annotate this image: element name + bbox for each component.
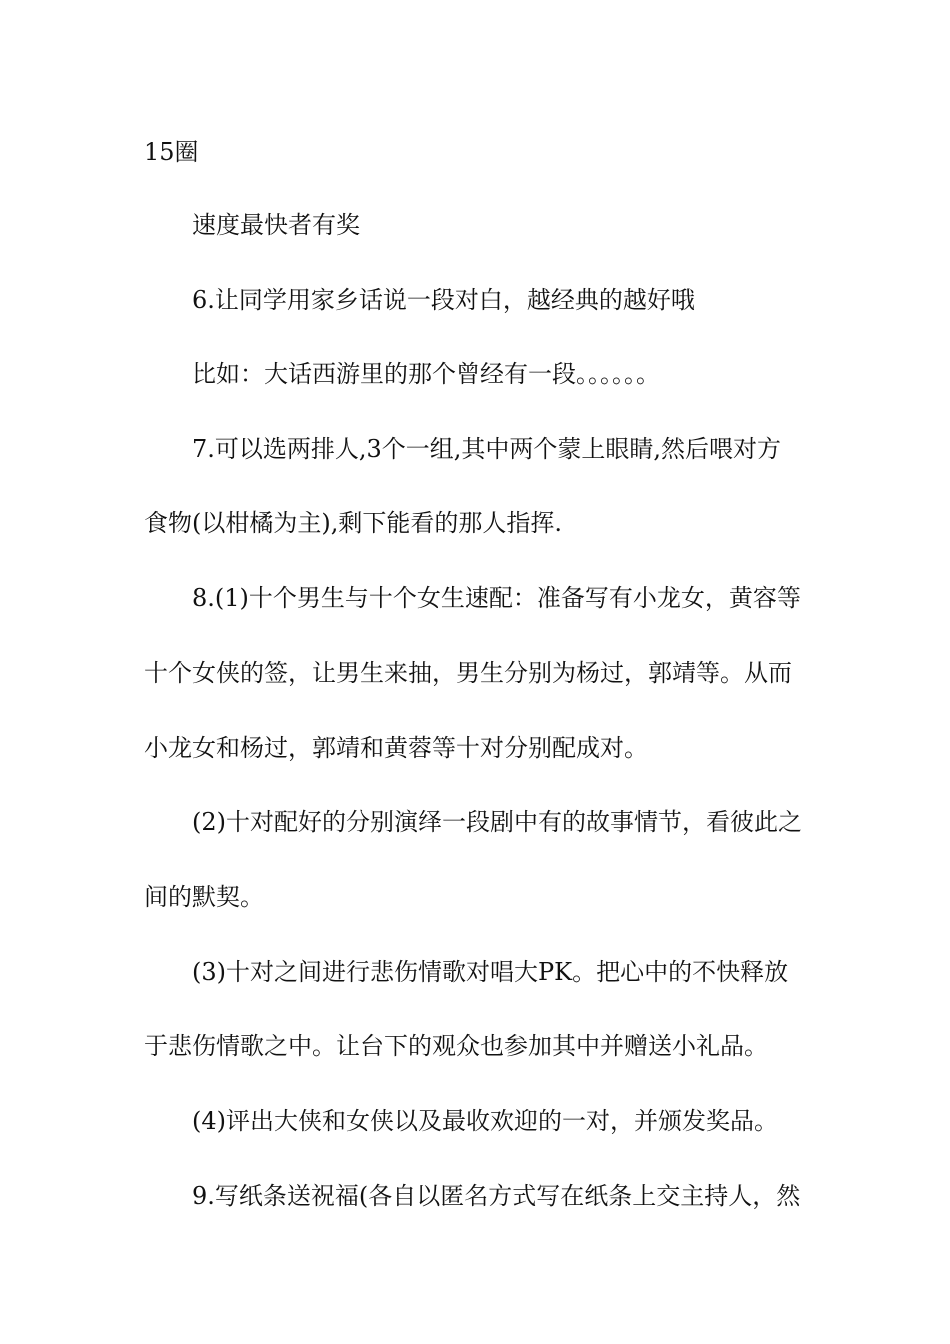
text-line-4: 比如：大话西游里的那个曾经有一段。。。。。。 (192, 360, 660, 388)
text-line-8: 十个女侠的签，让男生来抽，男生分别为杨过，郭靖等。从而 (144, 659, 792, 687)
text-line-10: (2)十对配好的分别演绎一段剧中有的故事情节，看彼此之 (192, 808, 802, 836)
text-line-1: 15圈 (144, 138, 199, 166)
text-line-14: (4)评出大侠和女侠以及最收欢迎的一对，并颁发奖品。 (192, 1107, 778, 1135)
text-line-15: 9.写纸条送祝福(各自以匿名方式写在纸条上交主持人，然 (192, 1182, 801, 1210)
text-line-5: 7.可以选两排人,3个一组,其中两个蒙上眼睛,然后喂对方 (192, 435, 782, 463)
text-line-2: 速度最快者有奖 (192, 211, 360, 239)
text-line-7: 8.(1)十个男生与十个女生速配：准备写有小龙女，黄容等 (192, 584, 801, 612)
text-line-12: (3)十对之间进行悲伤情歌对唱大PK。把心中的不快释放 (192, 958, 789, 986)
text-line-11: 间的默契。 (144, 883, 264, 911)
text-line-6: 食物(以柑橘为主),剩下能看的那人指挥. (144, 509, 562, 537)
text-line-3: 6.让同学用家乡话说一段对白，越经典的越好哦 (192, 286, 695, 314)
text-line-13: 于悲伤情歌之中。让台下的观众也参加其中并赠送小礼品。 (144, 1032, 768, 1060)
text-line-9: 小龙女和杨过，郭靖和黄蓉等十对分别配成对。 (144, 734, 648, 762)
